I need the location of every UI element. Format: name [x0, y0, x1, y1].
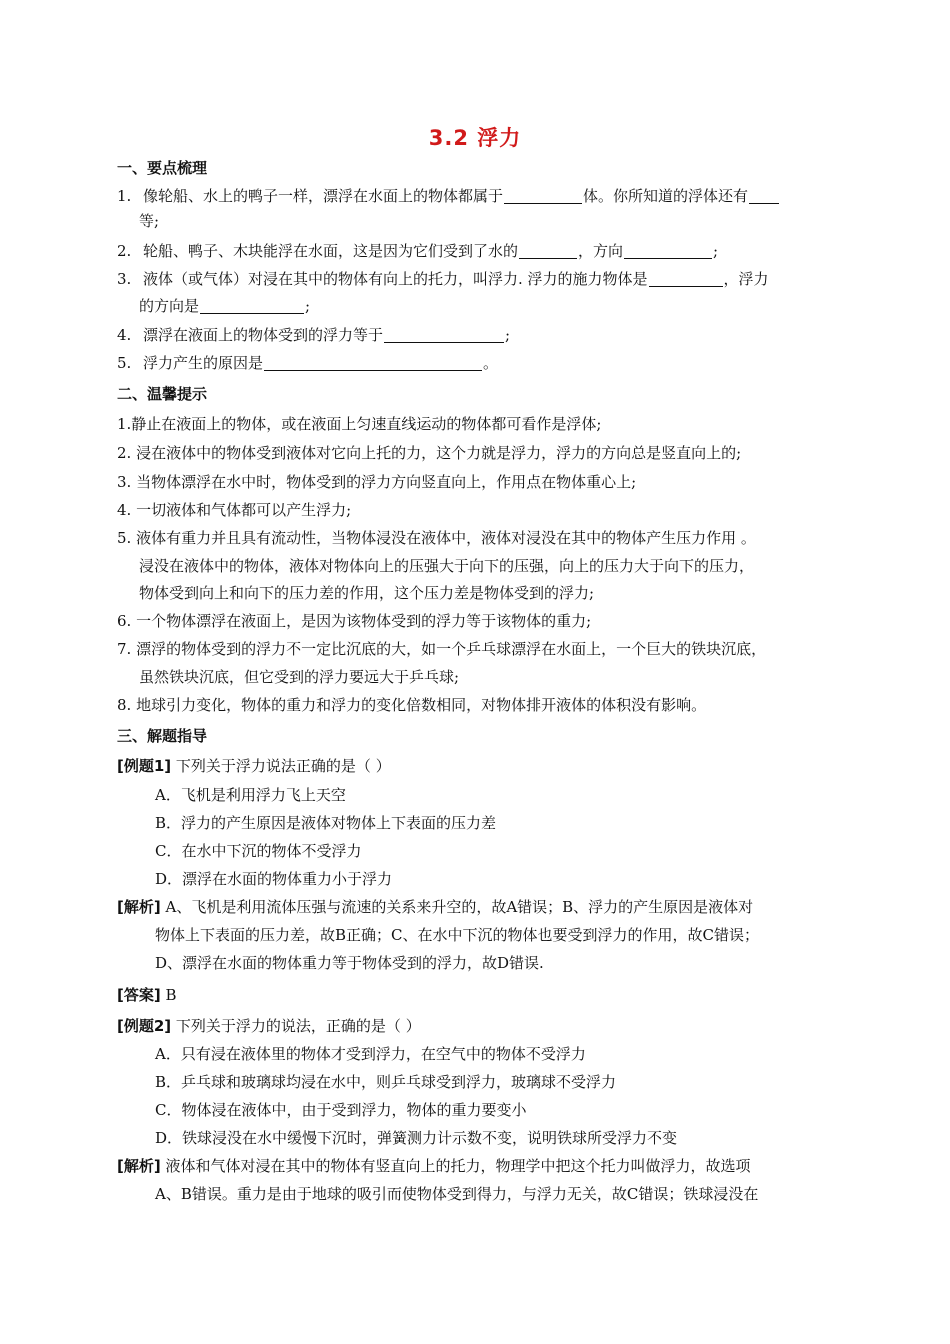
section-heading-tips: 二、温馨提示	[117, 385, 208, 403]
fill-blank[interactable]	[504, 188, 582, 204]
analysis-continuation: D、漂浮在水面的物体重力等于物体受到的浮力，故D错误.	[155, 954, 544, 972]
fill-blank[interactable]	[264, 355, 482, 371]
tip-line: 1.静止在液面上的物体，或在液面上匀速直线运动的物体都可看作是浮体;	[117, 415, 602, 433]
option-a: A．只有浸在液体里的物体才受到浮力，在空气中的物体不受浮力	[155, 1045, 586, 1063]
list-item: 1. 像轮船、水上的鸭子一样，漂浮在水面上的物体都属于 体。你所知道的浮体还有	[117, 186, 780, 206]
example-1-answer: [答案] B	[117, 986, 177, 1004]
tip-line: 4. 一切液体和气体都可以产生浮力;	[117, 501, 352, 519]
option-c: C．物体浸在液体中，由于受到浮力，物体的重力要变小	[155, 1101, 527, 1119]
fill-blank[interactable]	[624, 243, 712, 259]
list-item: 5. 浮力产生的原因是 。	[117, 354, 499, 372]
analysis-continuation: A、B错误。重力是由于地球的吸引而使物体受到得力，与浮力无关，故C错误；铁球浸没在	[155, 1185, 759, 1203]
list-item-continuation: 的方向是 ;	[139, 297, 311, 315]
tip-line: 5. 液体有重力并且具有流动性，当物体浸没在液体中，液体对浸没在其中的物体产生压力作用 。	[117, 529, 756, 547]
section-heading-key-points: 一、要点梳理	[117, 159, 208, 177]
tip-line: 8. 地球引力变化，物体的重力和浮力的变化倍数相同，对物体排开液体的体积没有影响。	[117, 696, 707, 714]
tip-line-continuation: 虽然铁块沉底，但它受到的浮力要远大于乒乓球;	[139, 668, 460, 686]
tip-line-continuation: 浸没在液体中的物体，液体对物体向上的压强大于向下的压强，向上的压力大于向下的压力，	[139, 557, 755, 575]
list-item-continuation: 等;	[139, 212, 160, 230]
tip-line: 3. 当物体漂浮在水中时，物体受到的浮力方向竖直向上，作用点在物体重心上;	[117, 473, 637, 491]
tip-line: 2. 浸在液体中的物体受到液体对它向上托的力，这个力就是浮力，浮力的方向总是竖直向上的;	[117, 444, 742, 462]
fill-blank[interactable]	[519, 243, 577, 259]
page-title: 3.2 浮力	[428, 126, 522, 150]
analysis-continuation: 物体上下表面的压力差，故B正确；C、在水中下沉的物体也要受到浮力的作用，故C错误；	[155, 926, 759, 944]
tip-line-continuation: 物体受到向上和向下的压力差的作用，这个压力差是物体受到的浮力;	[139, 584, 595, 602]
fill-blank[interactable]	[649, 271, 723, 287]
list-item: 2. 轮船、鸭子、木块能浮在水面，这是因为它们受到了水的 ，方向 ;	[117, 242, 719, 260]
option-c: C．在水中下沉的物体不受浮力	[155, 842, 362, 860]
option-b: B．浮力的产生原因是液体对物体上下表面的压力差	[155, 814, 497, 832]
option-d: D．铁球浸没在水中缓慢下沉时，弹簧测力计示数不变，说明铁球所受浮力不变	[155, 1129, 678, 1147]
fill-blank[interactable]	[384, 327, 504, 343]
section-heading-guidance: 三、解题指导	[117, 727, 208, 745]
option-a: A．飞机是利用浮力飞上天空	[155, 786, 346, 804]
example-2-question: [例题2] 下列关于浮力的说法，正确的是（ ）	[117, 1017, 421, 1035]
option-b: B．乒乓球和玻璃球均浸在水中，则乒乓球受到浮力，玻璃球不受浮力	[155, 1073, 617, 1091]
tip-line: 7. 漂浮的物体受到的浮力不一定比沉底的大，如一个乒乓球漂浮在水面上，一个巨大的铁块沉底，	[117, 640, 767, 658]
option-d: D．漂浮在水面的物体重力小于浮力	[155, 870, 393, 888]
example-1-analysis: [解析] A、飞机是利用流体压强与流速的关系来升空的，故A错误；B、浮力的产生原因是液体对	[117, 898, 754, 916]
example-2-analysis: [解析] 液体和气体对浸在其中的物体有竖直向上的托力，物理学中把这个托力叫做浮力，故选项	[117, 1157, 751, 1175]
fill-blank[interactable]	[749, 188, 779, 204]
list-item: 4. 漂浮在液面上的物体受到的浮力等于 ;	[117, 326, 511, 344]
list-item: 3. 液体（或气体）对浸在其中的物体有向上的托力，叫浮力. 浮力的施力物体是 ，浮力	[117, 270, 769, 288]
tip-line: 6. 一个物体漂浮在液面上，是因为该物体受到的浮力等于该物体的重力;	[117, 612, 592, 630]
fill-blank[interactable]	[200, 298, 304, 314]
example-1-question: [例题1] 下列关于浮力说法正确的是（ ）	[117, 757, 391, 775]
